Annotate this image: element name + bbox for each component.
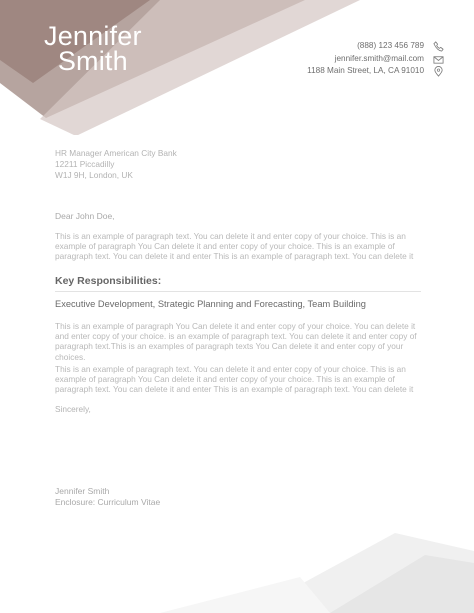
- phone-icon: [433, 41, 444, 52]
- contact-info: [307, 40, 424, 78]
- last-name: Smith: [57, 46, 128, 76]
- section-divider: [55, 291, 421, 292]
- phone-line: [307, 40, 424, 53]
- salutation: Dear John Doe,: [55, 211, 115, 221]
- responsibilities-subheading: Executive Development, Strategic Planning and Forecasting, Team Building: [55, 299, 366, 309]
- enclosure-line: Enclosure: Curriculum Vitae: [55, 497, 161, 507]
- phone-number: (888) 123 456 789: [357, 41, 424, 50]
- paragraph-closing: This is an example of paragraph text. You can delete it and enter copy of your choice. This is an example of paragraph You Can delete it and enter copy of your choice. This is an example of paragraph text. You can delete it and enter This is an example of paragraph text. You can delete it: [55, 364, 414, 395]
- section-heading: Key Responsibilities:: [55, 275, 162, 287]
- signature-name: Jennifer Smith: [55, 486, 110, 496]
- email-line: [307, 53, 424, 66]
- recipient-address: [55, 148, 177, 181]
- signature-block: [55, 486, 160, 508]
- footer-decoration: [0, 533, 474, 613]
- location-pin-icon: [433, 66, 444, 77]
- first-name: Jennifer: [44, 21, 142, 51]
- recipient-line-1: HR Manager American City Bank: [55, 148, 177, 158]
- email-address: jennifer.smith@mail.com: [334, 53, 424, 63]
- street-address: 1188 Main Street, LA, CA 91010: [307, 66, 424, 75]
- address-line: [307, 65, 424, 78]
- paragraph-responsibilities: This is an example of paragraph You Can delete it and enter copy of your choice. You can delete it and enter copy of your choice. is an example of paragraph text. You can delete it and enter copy of paragraph text.This is an examples of paragraph texts You Can delete it and enter copy of your choices.: [55, 321, 417, 362]
- closing: Sincerely,: [55, 404, 91, 414]
- email-icon: [433, 54, 444, 65]
- recipient-line-2: 12211 Piccadilly: [55, 159, 115, 169]
- applicant-name: [44, 21, 142, 76]
- recipient-line-3: W1J 9H, London, UK: [55, 170, 133, 180]
- paragraph-intro: This is an example of paragraph text. You can delete it and enter copy of your choice. This is an example of paragraph You Can delete it and enter copy of your choice. This is an example of paragraph text. You can delete it and enter This is an example of paragraph text. You can delete it: [55, 231, 414, 262]
